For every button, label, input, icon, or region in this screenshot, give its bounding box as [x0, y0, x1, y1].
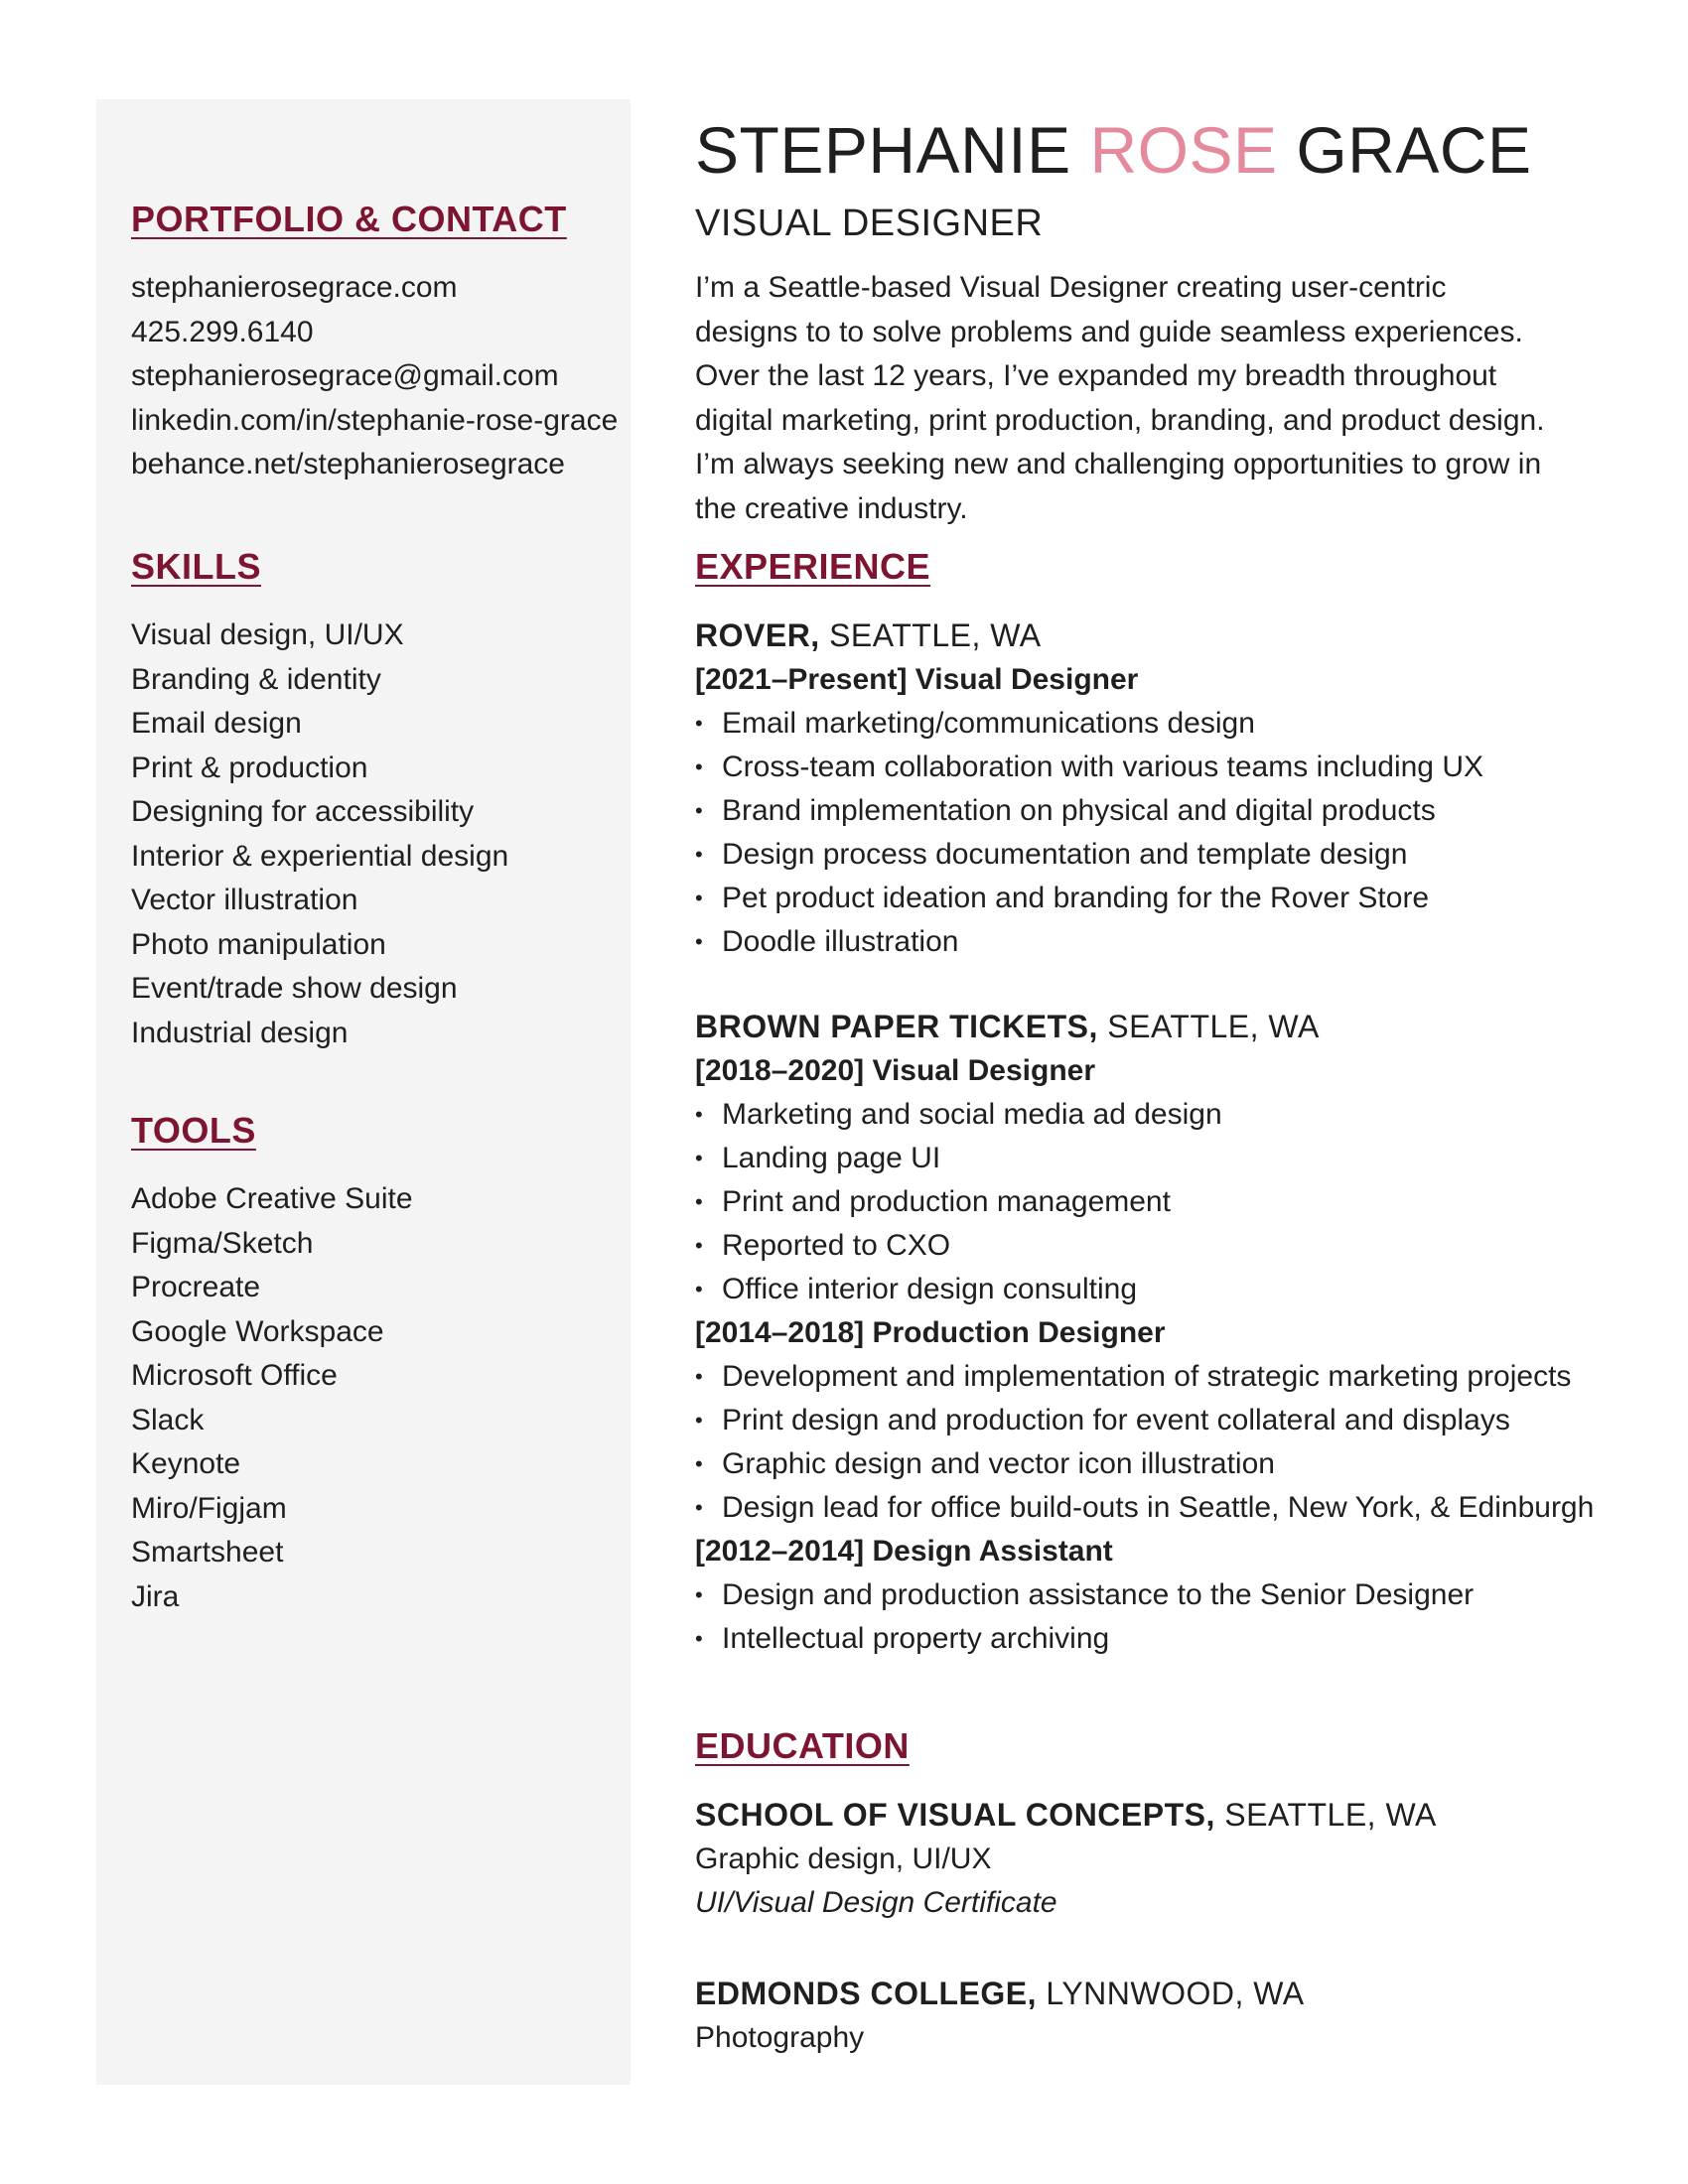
education-heading: EDUCATION: [695, 1725, 910, 1766]
tool-item: Jira: [131, 1579, 180, 1613]
contact-heading: PORTFOLIO & CONTACT: [131, 199, 567, 239]
role-bullets: [695, 1355, 1594, 1530]
skills-heading: SKILLS: [131, 546, 262, 587]
bullet-item: • Print and production management: [695, 1180, 1594, 1224]
contact-list: [131, 266, 618, 487]
employer-location: SEATTLE, WA: [1107, 1009, 1320, 1044]
tool-item: Smartsheet: [131, 1536, 284, 1569]
tool-item: Procreate: [131, 1271, 261, 1303]
skill-item: Visual design, UI/UX: [131, 618, 404, 651]
bullet-item: • Design lead for office build-outs in Seattle, New York, & Edinburgh: [695, 1486, 1594, 1530]
skills-list: [131, 614, 508, 1055]
skill-item: Interior & experiential design: [131, 839, 509, 873]
skill-item: Designing for accessibility: [131, 795, 475, 828]
school-name: SCHOOL OF VISUAL CONCEPTS,: [695, 1797, 1215, 1833]
sidebar: [96, 99, 631, 2085]
employer-name: ROVER,: [695, 617, 820, 653]
bullet-item: • Office interior design consulting: [695, 1268, 1594, 1311]
role-bullets: [695, 702, 1483, 964]
contact-email[interactable]: stephanierosegrace@gmail.com: [131, 359, 559, 392]
name-first: STEPHANIE: [695, 113, 1071, 187]
school-line: [695, 1793, 1437, 1838]
bullet-item: • Marketing and social media ad design: [695, 1093, 1594, 1137]
skill-item: Branding & identity: [131, 662, 381, 696]
skill-item: Photo manipulation: [131, 927, 386, 961]
skill-item: Vector illustration: [131, 884, 358, 916]
tools-list: [131, 1177, 413, 1619]
school-field: Photography: [695, 2020, 865, 2054]
employer-location: SEATTLE, WA: [829, 617, 1042, 653]
school-field: Graphic design, UI/UX: [695, 1842, 992, 1875]
skill-item: Event/trade show design: [131, 972, 458, 1005]
tools-heading: TOOLS: [131, 1110, 256, 1151]
school-line: [695, 1972, 1305, 2016]
contact-behance[interactable]: behance.net/stephanierosegrace: [131, 448, 565, 480]
contact-website[interactable]: stephanierosegrace.com: [131, 271, 458, 304]
role-bullets: [695, 1093, 1594, 1311]
experience-heading: EXPERIENCE: [695, 546, 931, 587]
bullet-item: • Print design and production for event collateral and displays: [695, 1399, 1594, 1442]
tool-item: Miro/Figjam: [131, 1491, 287, 1525]
role-bullets: [695, 1573, 1594, 1661]
tool-item: Slack: [131, 1403, 205, 1436]
employer-line: [695, 1005, 1594, 1049]
employer-line: [695, 614, 1483, 658]
bullet-item: • Doodle illustration: [695, 920, 1483, 964]
role-title: [2021–Present] Visual Designer: [695, 662, 1139, 696]
skill-item: Email design: [131, 707, 302, 740]
tool-item: Figma/Sketch: [131, 1226, 314, 1260]
bullet-item: • Landing page UI: [695, 1137, 1594, 1180]
bullet-item: • Reported to CXO: [695, 1224, 1594, 1268]
bullet-item: • Pet product ideation and branding for the Rover Store: [695, 877, 1483, 920]
bullet-item: • Cross-team collaboration with various teams including UX: [695, 746, 1483, 789]
education-school-2: [695, 1972, 1305, 2060]
job-title: VISUAL DESIGNER: [695, 203, 1044, 244]
tool-item: Google Workspace: [131, 1314, 384, 1348]
tool-item: Adobe Creative Suite: [131, 1182, 413, 1215]
school-location: LYNNWOOD, WA: [1046, 1976, 1305, 2011]
employer-name: BROWN PAPER TICKETS,: [695, 1009, 1098, 1044]
bullet-item: • Intellectual property archiving: [695, 1617, 1594, 1661]
contact-phone[interactable]: 425.299.6140: [131, 315, 314, 348]
skill-item: Industrial design: [131, 1016, 349, 1049]
role-title: [2012–2014] Design Assistant: [695, 1534, 1113, 1568]
role-title: [2018–2020] Visual Designer: [695, 1053, 1096, 1087]
contact-linkedin[interactable]: linkedin.com/in/stephanie-rose-grace: [131, 403, 619, 437]
tool-item: Keynote: [131, 1447, 241, 1480]
bullet-item: • Email marketing/communications design: [695, 702, 1483, 746]
bullet-item: • Development and implementation of strategic marketing projects: [695, 1355, 1594, 1399]
bullet-item: • Design and production assistance to the Senior Designer: [695, 1573, 1594, 1617]
job-rover: [695, 614, 1483, 964]
name-last: GRACE: [1296, 113, 1532, 187]
tool-item: Microsoft Office: [131, 1359, 338, 1392]
skill-item: Print & production: [131, 751, 368, 784]
education-school-1: [695, 1793, 1437, 1926]
summary: I’m a Seattle-based Visual Designer creating user-centric designs to to solve problems and guide seamless experiences. Over the last 12 years, I’ve expanded my breadth throughout digital marketing, print production, branding, and product design. I’m always seeking new and challenging opportunities to grow in the creative industry.: [695, 271, 1545, 525]
school-location: SEATTLE, WA: [1224, 1797, 1437, 1833]
name-middle: ROSE: [1089, 113, 1278, 187]
role-title: [2014–2018] Production Designer: [695, 1315, 1166, 1349]
school-name: EDMONDS COLLEGE,: [695, 1976, 1038, 2011]
candidate-name: [695, 113, 1532, 187]
bullet-item: • Graphic design and vector icon illustration: [695, 1442, 1594, 1486]
school-certificate: UI/Visual Design Certificate: [695, 1886, 1057, 1919]
bullet-item: • Brand implementation on physical and digital products: [695, 789, 1483, 833]
bullet-item: • Design process documentation and template design: [695, 833, 1483, 877]
job-brown-paper-tickets: [695, 1005, 1594, 1661]
